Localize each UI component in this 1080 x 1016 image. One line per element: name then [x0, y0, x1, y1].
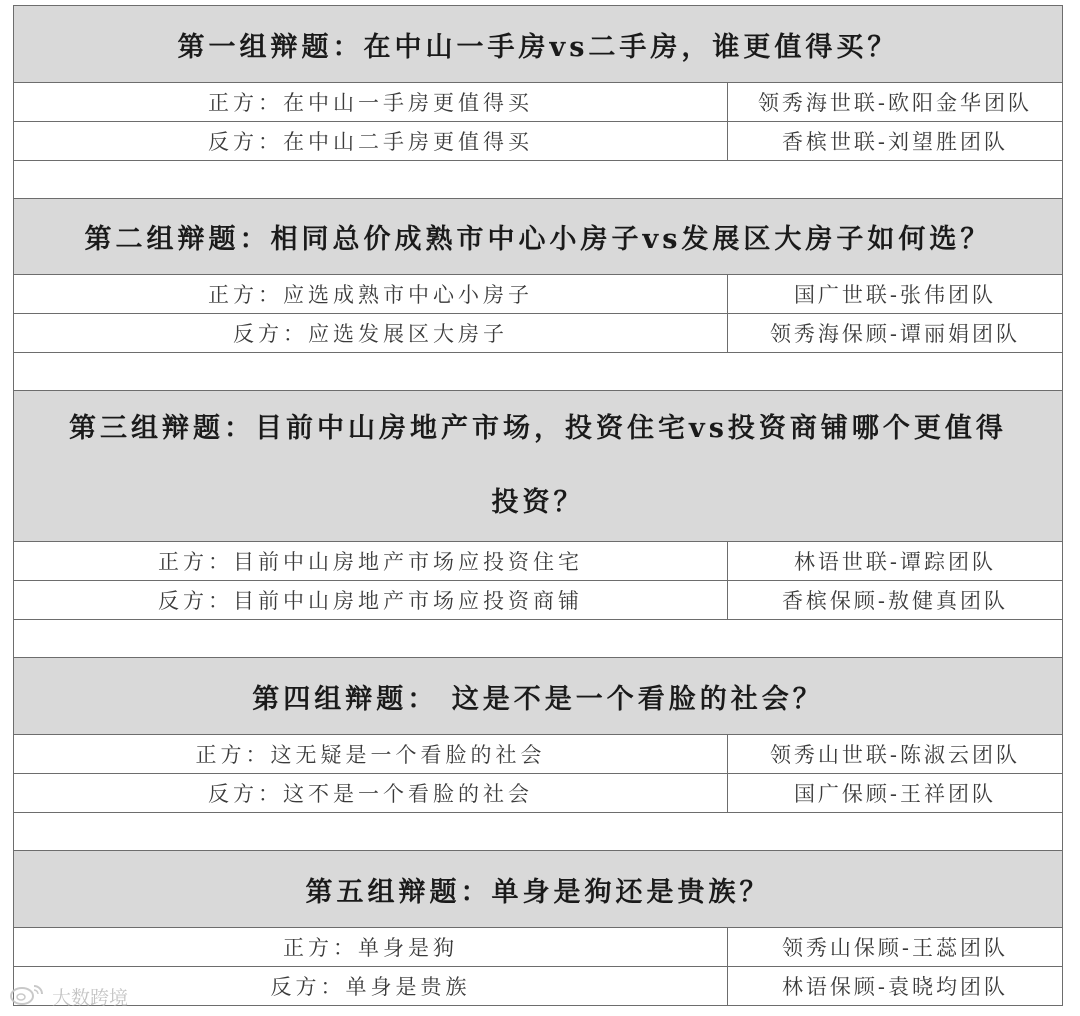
con-team-name: 香槟世联-刘望胜团队 [781, 130, 1009, 154]
con-side-label: 反方：应选发展区大房子 [14, 314, 728, 352]
con-row [14, 967, 1062, 1006]
con-row [14, 314, 1062, 353]
con-row [14, 774, 1062, 813]
pro-team-name: 领秀山保顾-王蕊团队 [781, 936, 1009, 960]
pro-row [14, 275, 1062, 314]
group-title-row [14, 658, 1062, 735]
pro-row [14, 928, 1062, 967]
con-team-name: 领秀海保顾-谭丽娟团队 [769, 322, 1021, 346]
pro-team-name: 国广世联-张伟团队 [793, 283, 997, 307]
pro-row [14, 542, 1062, 581]
pro-side-label: 正方：目前中山房地产市场应投资住宅 [14, 542, 728, 580]
debate-group-5 [14, 851, 1062, 1006]
con-row [14, 581, 1062, 620]
watermark [8, 982, 128, 1011]
watermark-text: 大数跨境 [52, 987, 129, 1009]
con-team-name: 香槟保顾-敖健真团队 [781, 589, 1009, 613]
group-title-row [14, 391, 1062, 542]
pro-team-name: 林语世联-谭踪团队 [793, 550, 997, 574]
con-side-label: 反方：单身是贵族 [14, 967, 728, 1005]
group-title-row [14, 199, 1062, 275]
debate-group-3 [14, 391, 1062, 658]
group-title: 第二组辩题：相同总价成熟市中心小房子vs发展区大房子如何选？ [84, 224, 992, 255]
pro-side-label: 正方：应选成熟市中心小房子 [14, 275, 728, 313]
group-title: 第五组辩题：单身是狗还是贵族？ [305, 876, 771, 908]
spacer-row [14, 813, 1062, 851]
group-title-line-2: 投资？ [491, 487, 585, 518]
con-side-label: 反方：这不是一个看脸的社会 [14, 774, 728, 812]
con-side-label: 反方：目前中山房地产市场应投资商铺 [14, 581, 728, 619]
con-row [14, 122, 1062, 161]
pro-side-label: 正方：在中山一手房更值得买 [14, 83, 728, 121]
pro-team-name: 领秀海世联-欧阳金华团队 [757, 91, 1033, 115]
pro-row [14, 735, 1062, 774]
con-team-name: 林语保顾-袁晓均团队 [781, 975, 1009, 999]
pro-team-name: 领秀山世联-陈淑云团队 [769, 743, 1021, 767]
pro-side-label: 正方：单身是狗 [14, 928, 728, 966]
con-team-name: 国广保顾-王祥团队 [793, 782, 997, 806]
pro-row [14, 83, 1062, 122]
debate-group-4 [14, 658, 1062, 851]
con-side-label: 反方：在中山二手房更值得买 [14, 122, 728, 160]
pro-side-label: 正方：这无疑是一个看脸的社会 [14, 735, 728, 773]
debate-schedule-table [13, 5, 1063, 1006]
group-title: 第四组辩题： 这是不是一个看脸的社会？ [252, 683, 824, 715]
spacer-row [14, 620, 1062, 658]
group-title-line-1: 第三组辩题：目前中山房地产市场，投资住宅vs投资商铺哪个更值得 [69, 413, 1007, 444]
group-title-row [14, 6, 1062, 83]
spacer-row [14, 353, 1062, 391]
group-title: 第一组辩题：在中山一手房vs二手房，谁更值得买？ [177, 31, 899, 63]
spacer-row [14, 161, 1062, 199]
weibo-logo-icon [8, 982, 52, 1011]
group-title-row [14, 851, 1062, 928]
debate-group-1 [14, 6, 1062, 199]
debate-group-2 [14, 199, 1062, 391]
